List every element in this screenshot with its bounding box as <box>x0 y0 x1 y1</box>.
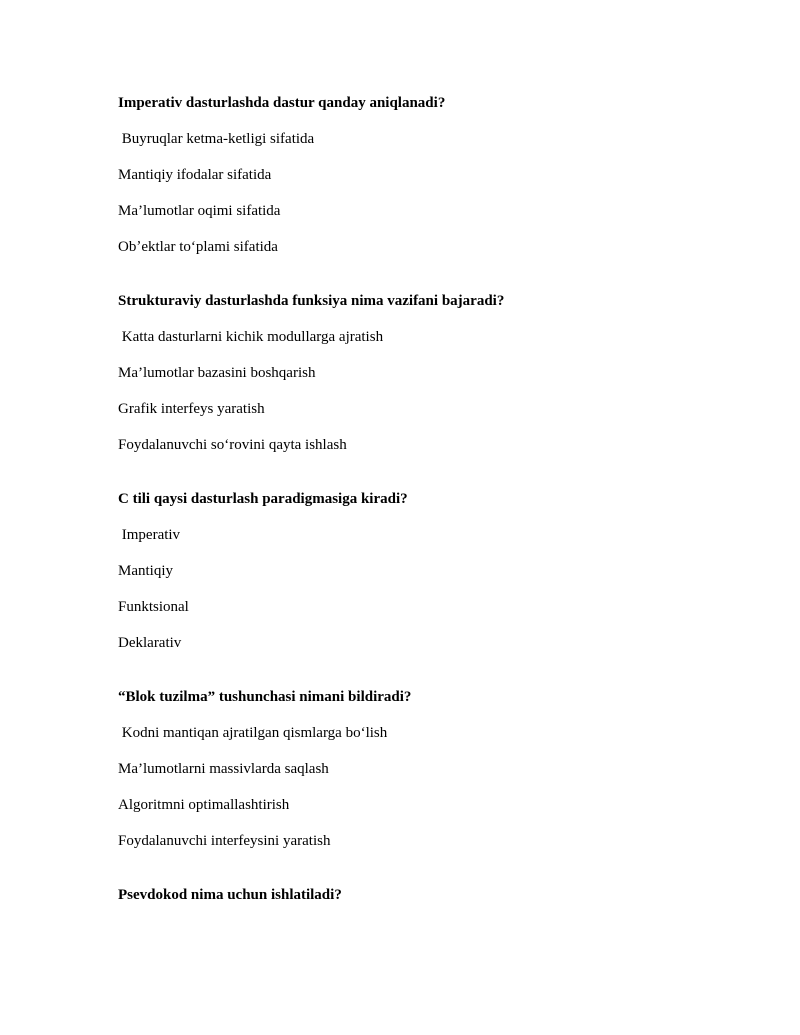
question-4-option-3: Algoritmni optimallashtirish <box>118 797 290 813</box>
question-4-text: “Blok tuzilma” tushunchasi nimani bildiradi? <box>118 689 412 705</box>
question-3-text: C tili qaysi dasturlash paradigmasiga kiradi? <box>118 491 408 507</box>
question-2-text: Strukturaviy dasturlashda funksiya nima vazifani bajaradi? <box>118 293 505 309</box>
question-2-option-1: Katta dasturlarni kichik modullarga ajratish <box>118 329 384 345</box>
question-1-option-1: Buyruqlar ketma-ketligi sifatida <box>118 131 315 147</box>
question-1-option-3: Ma’lumotlar oqimi sifatida <box>118 203 281 219</box>
question-3-option-2: Mantiqiy <box>118 563 173 579</box>
question-3-option-1: Imperativ <box>118 527 181 543</box>
question-4-option-4: Foydalanuvchi interfeysini yaratish <box>118 833 331 849</box>
question-1-option-4: Obʼektlar to‘plami sifatida <box>118 239 278 255</box>
question-5-text: Psevdokod nima uchun ishlatiladi? <box>118 887 342 903</box>
question-1-option-2: Mantiqiy ifodalar sifatida <box>118 167 272 183</box>
question-4-option-1: Kodni mantiqan ajratilgan qismlarga bo‘lish <box>118 725 388 741</box>
question-3-option-4: Deklarativ <box>118 635 182 651</box>
question-4-option-2: Ma’lumotlarni massivlarda saqlash <box>118 761 329 777</box>
question-2-option-4: Foydalanuvchi so‘rovini qayta ishlash <box>118 437 347 453</box>
question-2-option-2: Ma’lumotlar bazasini boshqarish <box>118 365 316 381</box>
question-2-option-3: Grafik interfeys yaratish <box>118 401 265 417</box>
question-1-text: Imperativ dasturlashda dastur qanday aniqlanadi? <box>118 95 446 111</box>
question-3-option-3: Funktsional <box>118 599 189 615</box>
